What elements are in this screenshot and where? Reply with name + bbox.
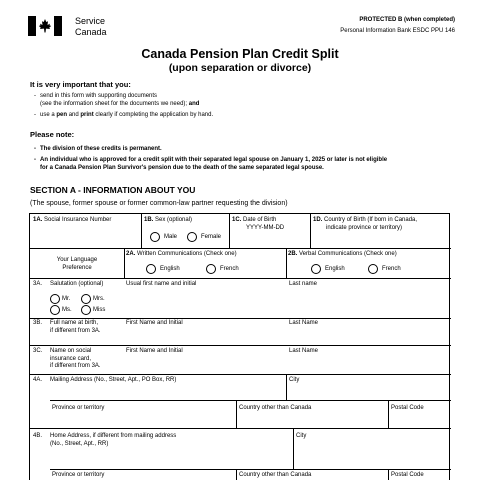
home-province-field[interactable]: Province or territory <box>52 472 105 478</box>
mailing-country-field[interactable]: Country other than Canada <box>239 405 312 411</box>
field-number: 3C. <box>33 348 43 354</box>
miss-radio[interactable] <box>81 305 91 315</box>
verbal-english-label: English <box>325 266 345 272</box>
birth-name-label <box>50 320 101 335</box>
mailing-address-field[interactable]: Mailing Address (No., Street, Apt., PO Box, RR) <box>50 377 177 383</box>
verbal-label: Verbal Communications (Check one) <box>299 251 397 257</box>
col-divider <box>236 400 237 428</box>
lang-label-1: Your Language <box>56 257 98 263</box>
female-label: Female <box>201 234 222 240</box>
written-comm-label <box>126 251 237 259</box>
col-divider <box>286 248 287 278</box>
written-french-radio[interactable] <box>206 264 216 274</box>
cob-label-1: Country of Birth (If born in Canada, <box>324 217 418 223</box>
verbal-french-label: French <box>382 266 401 272</box>
service-canada-wordmark <box>75 16 107 38</box>
verbal-french-radio[interactable] <box>368 264 378 274</box>
form-title: Canada Pension Plan Credit Split <box>141 47 339 61</box>
mr-label: Mr. <box>62 296 71 302</box>
dob-format: YYYY-MM-DD <box>246 224 285 231</box>
field-number: 2A. <box>126 251 136 257</box>
item2-pen: pen <box>56 112 68 118</box>
form-subtitle: (upon separation or divorce) <box>168 62 312 74</box>
col-divider <box>293 428 294 469</box>
mr-radio[interactable] <box>50 294 60 304</box>
verbal-comm-label <box>288 251 397 259</box>
sin-label: Social Insurance Number <box>44 217 112 223</box>
sin-card-first-name-field[interactable]: First Name and Initial <box>126 348 183 354</box>
mailing-province-field[interactable]: Province or territory <box>52 405 105 411</box>
col-divider <box>388 400 389 428</box>
sex-label-text: Sex (optional) <box>155 217 193 223</box>
field-number: 2B. <box>288 251 298 257</box>
birth-name-label-1: Full name at birth, <box>50 320 99 326</box>
dob-label: Date of Birth <box>243 217 277 223</box>
dob-field[interactable] <box>232 217 284 232</box>
important-item-1 <box>30 92 213 108</box>
col-divider <box>124 248 125 278</box>
row-divider <box>30 428 451 429</box>
sin-card-label-2: insurance card, <box>50 355 92 362</box>
field-number: 3A. <box>33 281 43 287</box>
sin-card-label-3: if different from 3A. <box>50 363 101 369</box>
protection-label: PROTECTED B (when completed) <box>359 17 455 23</box>
written-label: Written Communications (Check one) <box>137 251 237 257</box>
usual-first-name-field[interactable]: Usual first name and initial <box>126 281 197 287</box>
home-country-field[interactable]: Country other than Canada <box>239 472 312 478</box>
service-line1: Service <box>75 16 106 26</box>
sin-field[interactable] <box>33 217 111 225</box>
note-heading: Please note: <box>30 130 75 139</box>
service-line2: Canada <box>75 27 107 37</box>
row-divider <box>30 318 451 319</box>
birth-name-label-2: if different from 3A. <box>50 327 101 334</box>
row-divider <box>30 374 451 375</box>
field-number: 3B. <box>33 320 43 326</box>
important-item-1-line1: send in this form with supporting documents <box>40 93 158 99</box>
birth-first-name-field[interactable]: First Name and Initial <box>126 320 183 326</box>
verbal-english-radio[interactable] <box>311 264 321 274</box>
language-preference-label <box>30 257 124 272</box>
mrs-label: Mrs. <box>93 296 105 302</box>
col-divider <box>388 469 389 480</box>
field-number: 4B. <box>33 433 43 439</box>
mailing-postal-field[interactable]: Postal Code <box>391 405 424 411</box>
field-number: 1B. <box>144 217 154 223</box>
important-heading: It is very important that you: <box>30 80 131 89</box>
sin-card-name-label <box>50 348 101 371</box>
row-divider <box>30 345 451 346</box>
birth-last-name-field[interactable]: Last Name <box>289 320 319 326</box>
male-label: Male <box>164 234 178 240</box>
section-a-form <box>29 213 450 480</box>
home-postal-field[interactable]: Postal Code <box>391 472 424 478</box>
note-list <box>30 145 387 175</box>
col-divider <box>141 214 142 248</box>
important-item-2 <box>30 111 213 119</box>
home-address-label-1: Home Address, if different from mailing address <box>50 433 177 439</box>
item2-a: use a <box>40 112 55 118</box>
miss-label: Miss <box>93 307 106 313</box>
country-of-birth-field[interactable] <box>313 217 417 232</box>
note-item-1: - The division of these credits is permanent. <box>30 145 387 153</box>
section-a-title: SECTION A - INFORMATION ABOUT YOU <box>30 185 196 195</box>
written-english-label: English <box>160 266 180 272</box>
salutation-label: Salutation (optional) <box>50 281 104 287</box>
field-number: 4A. <box>33 377 43 383</box>
row-divider <box>50 400 451 401</box>
item2-b: clearly if completing the application by hand. <box>95 112 214 118</box>
information-bank-label: Personal Information Bank ESDC PPU 146 <box>340 28 455 34</box>
home-city-field[interactable]: City <box>296 433 307 439</box>
lang-label-2: Preference <box>62 264 92 271</box>
note-item-2-line1: An individual who is approved for a credit split with their separated legal spouse on January 1, 2025 or later is not eligible <box>40 157 388 163</box>
ms-radio[interactable] <box>50 305 60 315</box>
field-number: 1D. <box>313 217 323 223</box>
written-english-radio[interactable] <box>146 264 156 274</box>
note-item-2-line2: for a Canada Pension Plan Survivor's pension due to the death of the same separated legal spouse. <box>40 165 324 171</box>
sin-card-last-name-field[interactable]: Last Name <box>289 348 319 354</box>
col-divider <box>229 214 230 248</box>
col-divider <box>310 214 311 248</box>
field-number: 1A. <box>33 217 43 223</box>
field-number: 1C. <box>232 217 242 223</box>
mailing-city-field[interactable]: City <box>289 377 300 383</box>
home-address-label-2: (No., Street, Apt., RR) <box>50 440 109 447</box>
sin-card-label-1: Name on social <box>50 348 92 354</box>
male-radio[interactable] <box>150 232 160 242</box>
row-divider <box>50 469 451 470</box>
section-a-subtitle: (The spouse, former spouse or former common-law partner requesting the division) <box>30 200 288 207</box>
row-divider <box>30 278 451 279</box>
important-item-1-and: and <box>188 101 200 107</box>
canada-flag-icon <box>28 16 62 36</box>
col-divider <box>286 374 287 400</box>
item2-and: and <box>68 112 79 118</box>
item2-print: print <box>80 112 94 118</box>
note-item-2 <box>30 156 387 172</box>
written-french-label: French <box>220 266 239 272</box>
last-name-field[interactable]: Last name <box>289 281 318 287</box>
cob-label-2: indicate province or territory) <box>326 224 403 231</box>
row-divider <box>30 248 451 249</box>
col-divider <box>236 469 237 480</box>
mrs-radio[interactable] <box>81 294 91 304</box>
female-radio[interactable] <box>187 232 197 242</box>
sex-label <box>144 217 192 225</box>
important-item-1-line2: (see the information sheet for the documents we need); <box>40 101 188 107</box>
important-list <box>30 92 213 122</box>
ms-label: Ms. <box>62 307 72 313</box>
home-address-field[interactable] <box>50 433 176 448</box>
